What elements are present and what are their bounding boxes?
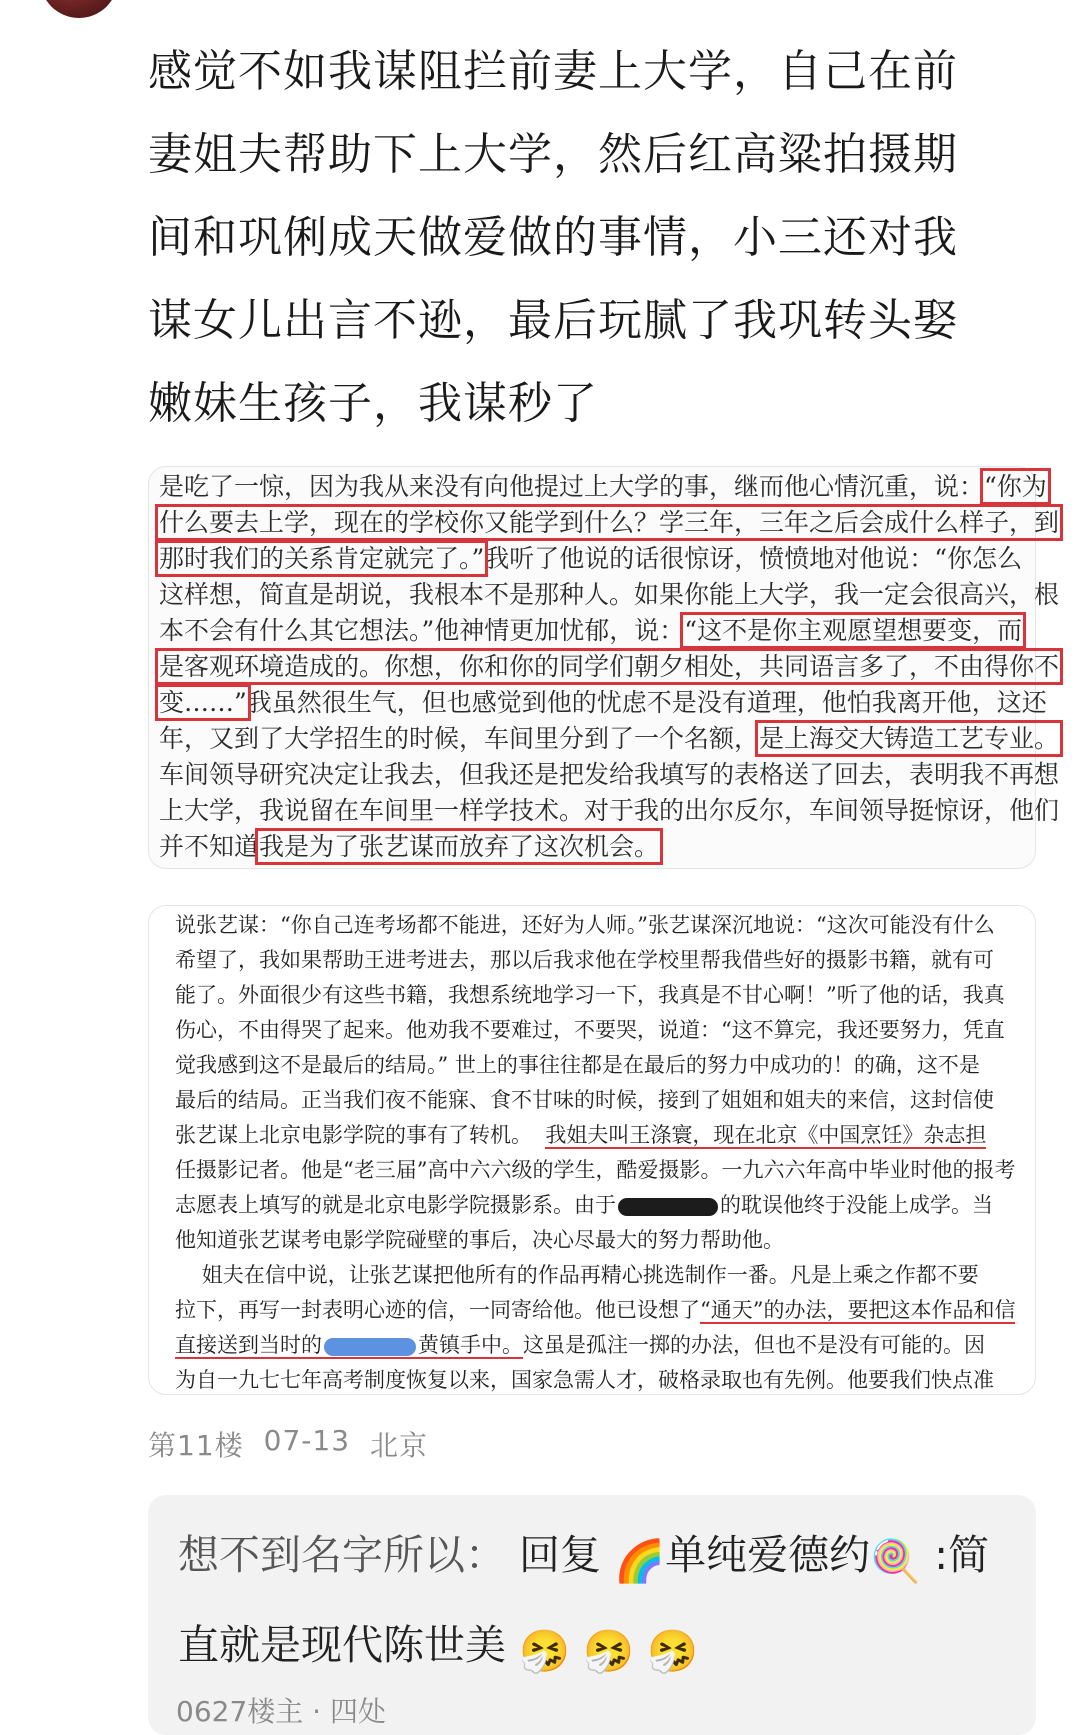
attached-image-1[interactable] bbox=[148, 466, 1060, 869]
highlight-box: 我是为了张艺谋而放弃了这次机会。 bbox=[259, 832, 660, 861]
comment-body bbox=[148, 30, 1018, 445]
scan-line: 上大学，我说留在车间里一样学技术。对于我的出尔反尔，车间领导挺惊讶，他们 bbox=[159, 796, 1060, 825]
sneezing-face-icon: 🤧 bbox=[519, 1627, 571, 1675]
highlight-box: 什么要去上学，现在的学校你又能学到什么？学三年，三年之后会成什么样子，到 bbox=[159, 508, 1060, 537]
reply-author[interactable]: 想不到名字所以： bbox=[178, 1531, 506, 1579]
scan-line: 变……”我虽然很生气，但也感觉到他的忧虑不是没有道理，他怕我离开他，这还 bbox=[159, 688, 1047, 717]
scan-line: 这样想，简直是胡说，我根本不是那种人。如果你能上大学，我一定会很高兴，根 bbox=[159, 580, 1060, 609]
reply-text-end: 直就是现代陈世美 bbox=[178, 1621, 506, 1669]
scan-line: 车间领导研究决定让我去，但我还是把发给我填写的表格送了回去，表明我不再想 bbox=[159, 760, 1060, 789]
scan-line: 他知道张艺谋考电影学院碰壁的事后，决心尽最大的努力帮助他。 bbox=[175, 1228, 784, 1252]
post-date: 07-13 bbox=[263, 1424, 351, 1457]
scan-line: 说张艺谋：“你自己连考场都不能进，还好为人师。”张艺谋深沉地说：“这次可能没有什么 bbox=[175, 913, 995, 937]
highlight-box: 变……” bbox=[159, 688, 247, 717]
redaction-scribble bbox=[324, 1338, 416, 1356]
highlight-box: 那时我们的关系肯定就完了。” bbox=[159, 544, 485, 573]
sneezing-face-icon: 🤧 bbox=[647, 1627, 699, 1675]
scan-line: 是吃了一惊，因为我从来没有向他提过上大学的事，继而他心情沉重，说：“你为 bbox=[159, 472, 1047, 501]
underline-mark: 我姐夫叫王涤寰，现在北京《中国烹饪》杂志担 bbox=[545, 1123, 987, 1147]
scan-line bbox=[159, 649, 1060, 685]
reply-text-start: :简 bbox=[934, 1531, 990, 1579]
scan-line bbox=[159, 505, 1060, 541]
attached-image-2[interactable] bbox=[148, 905, 1036, 1395]
reply-target[interactable]: 单纯爱德约 bbox=[665, 1531, 871, 1579]
scan-line: 本不会有什么其它想法。”他神情更加忧郁，说：“这不是你主观愿望想要变，而 bbox=[159, 616, 1023, 645]
scan-line: 张艺谋上北京电影学院的事有了转机。 我姐夫叫王涤寰，现在北京《中国烹饪》杂志担 bbox=[175, 1123, 987, 1147]
highlight-box: “你为 bbox=[984, 472, 1047, 501]
scan-line: 任摄影记者。他是“老三届”高中六六级的学生，酷爱摄影。一九六六年高中毕业时他的报考 bbox=[175, 1158, 1016, 1182]
underline-mark: “通天”的办法，要把这本作品和信 bbox=[700, 1298, 1016, 1322]
reply-line bbox=[178, 1603, 1006, 1693]
scan-line: 伤心，不由得哭了起来。他劝我不要难过，不要哭，说道：“这不算完，我还要努力，凭直 bbox=[175, 1018, 1005, 1042]
reply-meta: 0627楼主 · 四处 bbox=[176, 1695, 386, 1728]
scan-line: 拉下，再写一封表明心迹的信，一同寄给他。他已设想了“通天”的办法，要把这本作品和信 bbox=[175, 1298, 1016, 1322]
scan-line: 年，又到了大学招生的时候，车间里分到了一个名额，是上海交大铸造工艺专业。 bbox=[159, 724, 1060, 753]
rainbow-icon: 🌈 bbox=[614, 1537, 666, 1585]
underline-mark: 直接送到当时的 黄镇手中。 bbox=[175, 1333, 523, 1357]
post-location: 北京 bbox=[370, 1429, 429, 1462]
scan-line: 觉我感到这不是最后的结局。” 世上的事往往都是在最后的努力中成功的！的确，这不是 bbox=[175, 1053, 980, 1077]
comment-meta bbox=[148, 1424, 428, 1464]
comment-line: 间和巩俐成天做爱做的事情，小三还对我 bbox=[148, 212, 958, 263]
scan-line: 并不知道我是为了张艺谋而放弃了这次机会。 bbox=[159, 832, 660, 861]
comment-line: 嫩妹生孩子，我谋秒了 bbox=[148, 378, 598, 429]
highlight-box: 是客观环境造成的。你想，你和你的同学们朝夕相处，共同语言多了，不由得你不 bbox=[159, 652, 1060, 681]
lollipop-icon: 🍭 bbox=[870, 1537, 922, 1585]
scan-line: 直接送到当时的 黄镇手中。这虽是孤注一掷的办法，但也不是没有可能的。因 bbox=[175, 1333, 985, 1357]
highlight-box: “这不是你主观愿望想要变，而 bbox=[684, 616, 1023, 645]
floor-number: 第11楼 bbox=[148, 1429, 244, 1462]
comment-line: 谋女儿出言不逊，最后玩腻了我巩转头娶 bbox=[148, 295, 958, 346]
redaction-scribble bbox=[618, 1198, 718, 1216]
scan-line: 姐夫在信中说，让张艺谋把他所有的作品再精心挑选制作一番。凡是上乘之作都不要 bbox=[201, 1263, 979, 1287]
scan-line: 最后的结局。正当我们夜不能寐、食不甘味的时候，接到了姐姐和姐夫的来信，这封信使 bbox=[175, 1088, 994, 1112]
comment-line: 感觉不如我谋阻拦前妻上大学，自己在前 bbox=[148, 46, 958, 97]
scan-line: 为自一九七七年高考制度恢复以来，国家急需人才，破格录取也有先例。他要我们快点准 bbox=[175, 1368, 994, 1392]
highlight-box: 是上海交大铸造工艺专业。 bbox=[759, 724, 1060, 753]
scan-line: 能了。外面很少有这些书籍，我想系统地学习一下，我真是不甘心啊！”听了他的话，我真 bbox=[175, 983, 1005, 1007]
reply-line bbox=[178, 1513, 1006, 1603]
scan-line: 志愿表上填写的就是北京电影学院摄影系。由于 的耽误他终于没能上成学。当 bbox=[175, 1193, 993, 1217]
scan-line: 那时我们的关系肯定就完了。”我听了他说的话很惊讶，愤愤地对他说：“你怎么 bbox=[159, 544, 1023, 573]
avatar[interactable] bbox=[40, 0, 118, 18]
reply-word: 回复 bbox=[519, 1531, 602, 1579]
comment-line: 妻姐夫帮助下上大学，然后红高粱拍摄期 bbox=[148, 129, 958, 180]
scan-line: 希望了，我如果帮助王进考进去，那以后我求他在学校里帮我借些好的摄影书籍，就有可 bbox=[175, 948, 994, 972]
sneezing-face-icon: 🤧 bbox=[583, 1627, 635, 1675]
